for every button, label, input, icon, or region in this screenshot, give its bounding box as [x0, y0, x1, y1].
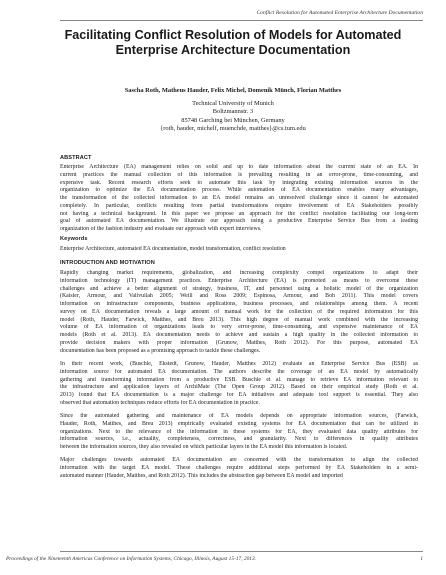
text-line: goal of automated EA documentation. We illustrate our approach using a productive Enterprise Service Bus from a leading — [60, 218, 418, 225]
text-line: information sources, i.e., actuality, completeness, correctness, and granularity. Next to differences in quality attributes — [60, 436, 418, 443]
text-line: current practices the manual collection of this information is prevailing resulting in an error-prone, time-consuming, and — [60, 171, 418, 178]
text-line: the transformation of the collected information to an EA model remains an unresolved challenge since it cannot be automated — [60, 195, 418, 201]
text-line: models (Roth et al. 2013). EA documentation needs to achieve and sustain a high quality in the collected information to — [60, 332, 418, 338]
text-line: the infrastructure and application layers of ArchiMate (The Open Group 2012). Based on their empirical study (Roth et al. — [60, 384, 418, 391]
text-line: information technology (IT) management practices. Enterprise Architecture (EA) is promoted as means to overcome these — [60, 277, 418, 284]
title-line: Facilitating Conflict Resolution of Models for Automated — [64, 28, 402, 42]
text-line: information on infrastructure components, business applications, business processes, and relationships among them. A recent — [60, 301, 418, 307]
text-line: completely. In particular, conflicts resulting from partial transformations require involvement of EA Stakeholders possibly — [60, 202, 418, 209]
header-divider — [60, 20, 423, 21]
intro-paragraph-3 — [60, 413, 418, 452]
text-line: observed that automation techniques reduce efforts for EA documentation in practice. — [60, 399, 260, 406]
text-line: Hauder, Roth, Matthes, and Breu 2013) empirically evaluated existing systems for EA documentation that can be utilized in — [60, 420, 418, 427]
text-line: volume of EA information of organizations leads to very error-prone, time-consuming, and expensive maintenance of EA — [60, 324, 418, 331]
affiliation-line: {roth, hauder, michelf, muenchde, matthes}@cs.tum.edu — [160, 125, 306, 133]
text-line: 2013) found that EA documentation is a major challenge for EA initiatives and adequate tool support is essential. They also — [60, 392, 418, 398]
text-line: challenges and achieve a better alignment of strategy, business, IT, and personnel using a holistic model of the organization — [60, 285, 418, 292]
author-list: Sascha Roth, Matheus Hauder, Felix Michel, Domenik Münch, Florian Matthes — [124, 87, 342, 94]
intro-paragraph-2 — [60, 361, 418, 408]
abstract-body — [60, 164, 418, 234]
text-line: provide decision makers with proper information (Grunow, Matthes, Roth 2012). For this purpose, automated EA — [60, 339, 418, 346]
text-line: organization to optimize the EA documentation process. While automation of EA documentation enables many advantages, — [60, 187, 418, 194]
running-header: Conflict Resolution for Automated Enterprise Architecture Documentation — [256, 10, 423, 16]
keywords-text — [60, 246, 418, 254]
text-line: automated manner (Hauder, Matthes, and Roth 2012). This includes the abstraction gap between EA model and imported — [60, 472, 343, 479]
keywords-line: Enterprise Architecture, automated EA documentation, model transformation, conflict resolution — [60, 246, 286, 252]
affiliation-line: Boltzmannstr. 3 — [212, 108, 254, 116]
introduction-heading: INTRODUCTION AND MOTIVATION — [60, 260, 155, 266]
intro-paragraph-4 — [60, 457, 418, 480]
abstract-heading: ABSTRACT — [60, 155, 92, 161]
text-line: gathering and transforming information from a productive ESB. Buschle et al. manage to retrieve EA information relevant to — [60, 376, 418, 383]
affiliation-line: Technical University of Munich — [192, 100, 274, 107]
text-line: Major challenges towards automated EA documentation are concerned with the transformation to align the collected — [60, 457, 418, 463]
page-number: 1 — [420, 556, 423, 562]
text-line: Rapidly changing market requirements, globalization, and increasing complexity compel organizations to adapt their — [60, 270, 418, 276]
text-line: documentation has been proposed as a promising approach to tackle these challenges. — [60, 347, 261, 354]
text-line: information source for automated EA documentation. The authors describe the coverage of an EA model by automatically — [60, 368, 418, 375]
paper-title — [40, 28, 426, 57]
title-line: Enterprise Architecture Documentation — [115, 42, 351, 57]
text-line: between the information sources, they also revealed on which particular layers in the EA model this information is located. — [60, 444, 348, 450]
affiliation — [40, 100, 426, 134]
text-line: organizations. Next to the relevance of the information in these systems for EA, they evaluated data quality attributes for — [60, 428, 418, 435]
intro-paragraph-1 — [60, 270, 418, 355]
text-line: model (Roth, Hauder, Farwick, Matthes, and Breu 2013). This high degree of manual work combined with the increasing — [60, 316, 418, 323]
text-line: In their recent work, (Buschle, Ekstedt, Grunow, Hauder, Matthes 2012) evaluate an Enterprise Service Bus (ESB) as — [60, 361, 418, 367]
text-line: not having a technical background. In this paper we propose an approach for the conflict resolution facilitating our long-term — [60, 210, 418, 217]
text-line: (Kaisler, Armour, and Valivullah 2005; Weill and Ross 2009; Espinosa, Armour, and Boh 2011). This model covers — [60, 293, 418, 300]
text-line: organization of the fashion industry and evaluate our approach with expert interviews. — [60, 226, 262, 232]
footer-citation: Proceedings of the Nineteenth Americas Conference on Information Systems, Chicago, Illinois, August 15-17, 2013. — [6, 556, 257, 562]
text-line: information with the target EA model. These challenges require additional steps performed by EA Stakeholders in a semi- — [60, 464, 418, 471]
text-line: expensive task. Recent research efforts seek to automate this task by integrating existing information sources in the — [60, 179, 418, 186]
text-line: survey on EA documentation reveals a large amount of manual work for the collection of the required information for this — [60, 308, 418, 315]
text-line: Since the automated gathering and maintenance of EA models depends on appropriate information sources, (Farwick, — [60, 413, 418, 419]
footer-divider — [60, 551, 423, 552]
text-line: Enterprise Architecture (EA) management relies on solid and up to date information about the current state of an EA. In — [60, 164, 418, 170]
affiliation-line: 85748 Garching bei München, Germany — [181, 116, 285, 124]
keywords-heading: Keywords — [60, 236, 88, 242]
